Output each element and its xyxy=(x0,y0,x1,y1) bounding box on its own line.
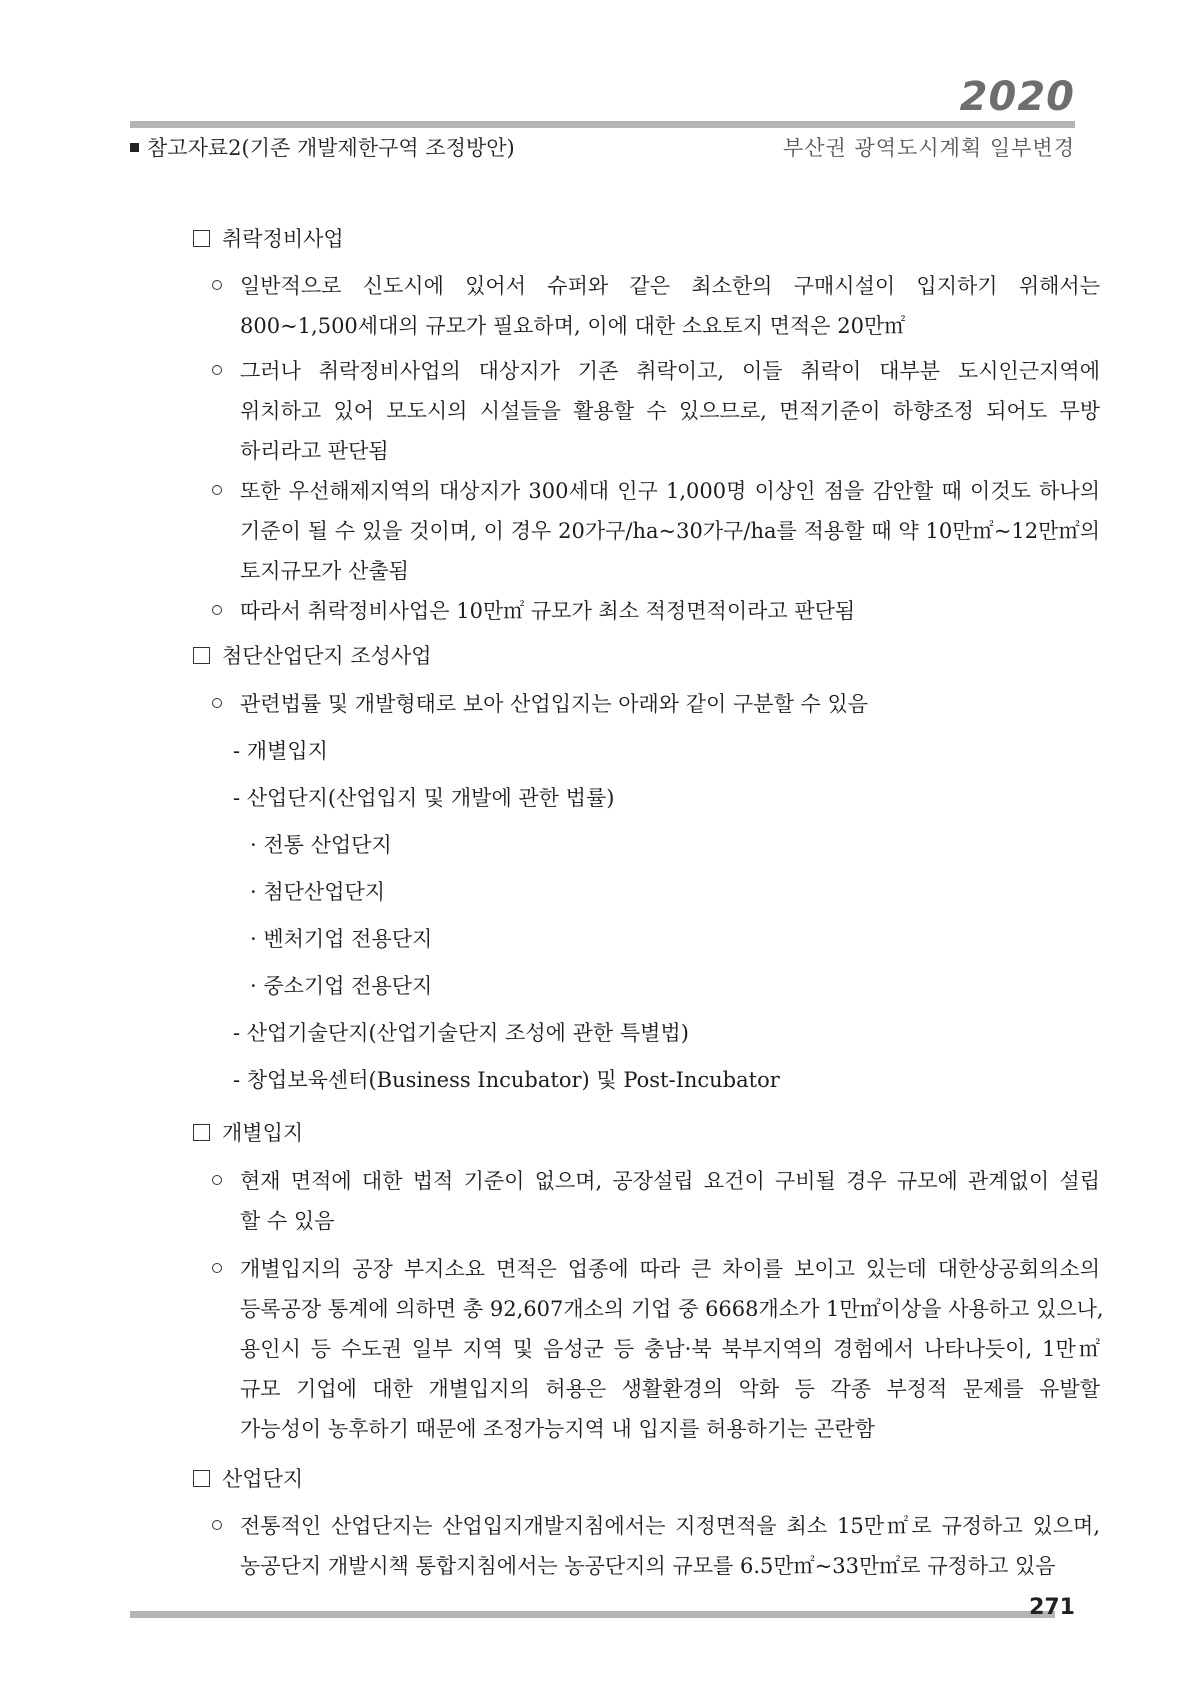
year-label: 2020 xyxy=(959,74,1075,120)
header-left-text: 참고자료2(기존 개발제한구역 조정방안) xyxy=(147,136,515,160)
bullet-continuation: 할 수 있음 xyxy=(240,1209,335,1233)
circle-bullet-icon xyxy=(212,1263,222,1273)
bullet-line: 그러나 취락정비사업의 대상지가 기존 취락이고, 이들 취락이 대부분 도시인근지역에 xyxy=(212,355,1100,385)
section-heading: 취락정비사업 xyxy=(193,223,344,253)
header-right: 부산권 광역도시계획 일부변경 xyxy=(782,136,1075,160)
circle-bullet-icon xyxy=(212,485,222,495)
bullet-continuation: 규모 기업에 대한 개별입지의 허용은 생활환경의 악화 등 각종 부정적 문제를 유발할 xyxy=(240,1377,1100,1401)
bullet-line: 개별입지의 공장 부지소요 면적은 업종에 따라 큰 차이를 보이고 있는데 대한상공회의소의 xyxy=(212,1253,1100,1283)
bullet-continuation: 800~1,500세대의 규모가 필요하며, 이에 대한 소요토지 면적은 20만㎡ xyxy=(240,314,906,338)
sub-item: - 산업단지(산업입지 및 개발에 관한 법률) xyxy=(233,786,615,810)
bullet-continuation: 기준이 될 수 있을 것이며, 이 경우 20가구/ha~30가구/ha를 적용할 때 약 10만㎡~12만㎡의 xyxy=(240,519,1100,543)
bullet-line: 현재 면적에 대한 법적 기준이 없으며, 공장설립 요건이 구비될 경우 규모에 관계없이 설립 xyxy=(212,1165,1100,1195)
circle-bullet-icon xyxy=(212,1175,222,1185)
circle-bullet-icon xyxy=(212,1520,222,1530)
page-number: 271 xyxy=(1029,1595,1075,1620)
checkbox-square-icon xyxy=(193,647,210,664)
bullet-line: 따라서 취락정비사업은 10만㎡ 규모가 최소 적정면적이라고 판단됨 xyxy=(212,595,855,625)
bullet-line: 일반적으로 신도시에 있어서 슈퍼와 같은 최소한의 구매시설이 입지하기 위해서는 xyxy=(212,270,1100,300)
bullet-continuation: 등록공장 통계에 의하면 총 92,607개소의 기업 중 6668개소가 1만㎡이상을 사용하고 있으나, xyxy=(240,1297,1104,1321)
circle-bullet-icon xyxy=(212,605,222,615)
sub-sub-item: · 벤처기업 전용단지 xyxy=(250,927,433,951)
top-rule xyxy=(130,121,1075,128)
sub-item: - 개별입지 xyxy=(233,739,328,763)
header-left xyxy=(130,132,515,162)
section-heading: 개별입지 xyxy=(193,1117,303,1147)
sub-sub-item: · 중소기업 전용단지 xyxy=(250,974,433,998)
bullet-continuation: 가능성이 농후하기 때문에 조정가능지역 내 입지를 허용하기는 곤란함 xyxy=(240,1417,876,1441)
checkbox-square-icon xyxy=(193,230,210,247)
bullet-line: 전통적인 산업단지는 산업입지개발지침에서는 지정면적을 최소 15만㎡로 규정하고 있으며, xyxy=(212,1510,1100,1540)
sub-item: - 창업보육센터(Business Incubator) 및 Post-Incubator xyxy=(233,1068,780,1092)
bullet-continuation: 위치하고 있어 모도시의 시설들을 활용할 수 있으므로, 면적기준이 하향조정 되어도 무방 xyxy=(240,399,1100,423)
checkbox-square-icon xyxy=(193,1470,210,1487)
bullet-line: 또한 우선해제지역의 대상지가 300세대 인구 1,000명 이상인 점을 감안할 때 이것도 하나의 xyxy=(212,475,1100,505)
bullet-continuation: 농공단지 개발시책 통합지침에서는 농공단지의 규모를 6.5만㎡~33만㎡로 규정하고 있음 xyxy=(240,1554,1056,1578)
bullet-continuation: 용인시 등 수도권 일부 지역 및 음성군 등 충남·북 북부지역의 경험에서 나타나듯이, 1만㎡ xyxy=(240,1337,1100,1361)
section-heading: 첨단산업단지 조성사업 xyxy=(193,640,432,670)
bottom-rule xyxy=(130,1611,1055,1618)
circle-bullet-icon xyxy=(212,280,222,290)
circle-bullet-icon xyxy=(212,698,222,708)
sub-sub-item: · 첨단산업단지 xyxy=(250,880,386,904)
bullet-continuation: 토지규모가 산출됨 xyxy=(240,559,409,583)
section-heading: 산업단지 xyxy=(193,1463,303,1493)
sub-item: - 산업기술단지(산업기술단지 조성에 관한 특별법) xyxy=(233,1021,689,1045)
circle-bullet-icon xyxy=(212,365,222,375)
bullet-line: 관련법률 및 개발형태로 보아 산업입지는 아래와 같이 구분할 수 있음 xyxy=(212,688,868,718)
checkbox-square-icon xyxy=(193,1124,210,1141)
square-bullet-icon xyxy=(130,143,139,152)
sub-sub-item: · 전통 산업단지 xyxy=(250,833,392,857)
bullet-continuation: 하리라고 판단됨 xyxy=(240,439,389,463)
